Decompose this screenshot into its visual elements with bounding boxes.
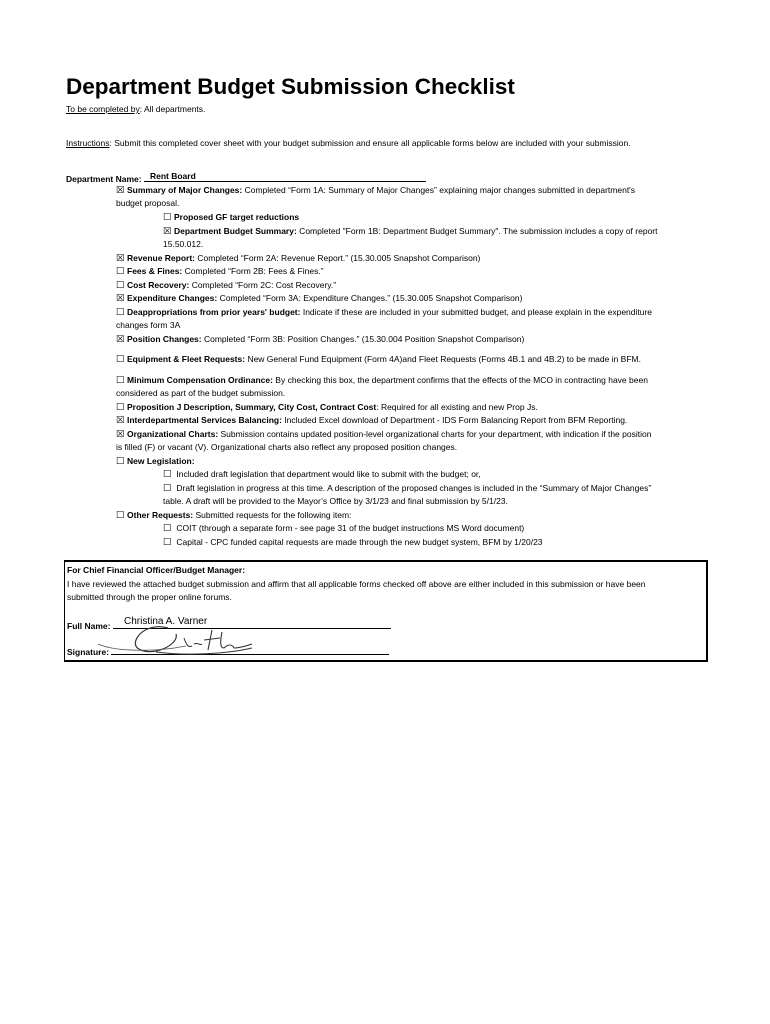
item-text: Draft legislation in progress at this time. A description of the proposed changes is included in the “Summary of Major Changes” [174,483,652,493]
department-name-line [66,172,426,185]
item-text: New General Fund Equipment (Form 4A)and Fleet Requests (Forms 4B.1 and 4B.2) to be made in BFM. [245,354,641,364]
checklist-item-leg-progress [163,483,651,494]
checklist-item-coit [163,523,524,534]
checklist-item-dept-budget-summary [163,226,658,237]
checkbox-checked[interactable]: ☒ [116,253,125,264]
item-label: Other Requests: [127,510,194,520]
item-label: Equipment & Fleet Requests: [127,354,246,364]
checklist-item-revenue [116,253,480,264]
checkbox-checked[interactable]: ☒ [116,293,125,304]
item-text: Submission contains updated position-level organizational charts for your department, with indication if the position [218,429,652,439]
item-label: New Legislation: [127,456,195,466]
checklist-item-gf-target [163,212,299,223]
item-text: Capital - CPC funded capital requests are made through the new budget system, BFM by 1/20/23 [174,537,543,547]
instructions-text: : Submit this completed cover sheet with your budget submission and ensure all applicable forms below are included with your submission. [109,138,631,148]
item-text: COIT (through a separate form - see page 31 of the budget instructions MS Word document) [174,523,525,533]
checklist-item-prop-j [116,402,538,413]
item-text: Completed “Form 2A: Revenue Report.” (15.30.005 Snapshot Comparison) [195,253,481,263]
item-label: Deappropriations from prior years' budget: [127,307,301,317]
item-label: Revenue Report: [127,253,196,263]
checklist-item-mco [116,375,648,386]
item-label: Minimum Compensation Ordinance: [127,375,273,385]
item-text-continued: table. A draft will be provided to the Mayor’s Office by 3/1/23 and final submission by 5/1/23. [163,496,508,506]
checkbox-unchecked[interactable]: ☐ [116,402,125,413]
instructions-label: Instructions [66,138,110,148]
checklist-item-expenditure [116,293,522,304]
item-text: Completed “Form 2B: Fees & Fines.” [182,266,324,276]
checkbox-unchecked[interactable]: ☐ [116,307,125,318]
checkbox-unchecked[interactable]: ☐ [116,354,125,365]
item-label: Cost Recovery: [127,280,190,290]
checkbox-checked[interactable]: ☒ [116,334,125,345]
item-text: Completed "Form 1B: Department Budget Summary". The submission includes a copy of report [296,226,658,236]
checklist-item-position [116,334,524,345]
item-label: Interdepartmental Services Balancing: [127,415,282,425]
cfo-text-line-1: I have reviewed the attached budget submission and affirm that all applicable forms checked off above are either included in this submission or have been [67,579,646,589]
signature-label: Signature: [67,647,110,657]
item-text: By checking this box, the department confirms that the effects of the MCO in contracting have been [272,375,648,385]
checkbox-unchecked[interactable]: ☐ [163,212,172,223]
item-text-continued: is filled (F) or vacant (V). Organizational charts also reflect any proposed position changes. [116,442,458,452]
to-be-completed-text: : All departments. [139,104,206,114]
item-text: Completed “Form 1A: Summary of Major Changes” explaining major changes submitted in department's [242,185,636,195]
instructions-line [66,138,631,149]
checklist-item-org-charts [116,429,651,440]
checkbox-unchecked[interactable]: ☐ [116,456,125,467]
item-text-continued: considered as part of the budget submission. [116,388,286,398]
checkbox-unchecked[interactable]: ☐ [163,469,172,480]
item-text: Included Excel download of Department - IDS Form Balancing Report from BFM Reporting. [281,415,628,425]
department-name-field [144,172,426,182]
to-be-completed-label: To be completed by [66,104,140,114]
cfo-text-line-2: submitted through the proper online forums. [67,592,232,602]
checklist-item-fees [116,266,324,277]
full-name-label: Full Name: [67,621,111,631]
checkbox-unchecked[interactable]: ☐ [116,280,125,291]
checkbox-checked[interactable]: ☒ [116,185,125,196]
item-text-continued: budget proposal. [116,198,180,208]
checkbox-unchecked[interactable]: ☐ [116,266,125,277]
item-label: Expenditure Changes: [127,293,218,303]
item-text: Completed “Form 3A: Expenditure Changes.” (15.30.005 Snapshot Comparison) [217,293,523,303]
checklist-item-equipment [116,354,641,365]
page-title: Department Budget Submission Checklist [66,74,515,99]
item-text: Included draft legislation that department would like to submit with the budget; or, [174,469,481,479]
checkbox-unchecked[interactable]: ☐ [163,537,172,548]
item-text: Indicate if these are included in your submitted budget, and please explain in the expenditure [300,307,653,317]
item-label: Organizational Charts: [127,429,219,439]
checklist-item-new-legislation [116,456,195,467]
to-be-completed-line [66,104,205,115]
full-name-value: Christina A. Varner [124,616,208,627]
checklist-item-leg-draft [163,469,481,480]
checkbox-checked[interactable]: ☒ [163,226,172,237]
item-text: Completed “Form 2C: Cost Recovery.” [189,280,337,290]
item-label: Position Changes: [127,334,202,344]
checkbox-unchecked[interactable]: ☐ [116,510,125,521]
item-text: Completed “Form 3B: Position Changes.” (15.30.004 Position Snapshot Comparison) [201,334,525,344]
item-text: Submitted requests for the following item: [193,510,352,520]
item-text: : Required for all existing and new Prop Js. [376,402,538,412]
checklist-item-deappropriations [116,307,652,318]
checkbox-unchecked[interactable]: ☐ [116,375,125,386]
item-label: Proposition J Description, Summary, City Cost, Contract Cost [127,402,377,412]
item-label: Fees & Fines: [127,266,183,276]
checklist-item-capital [163,537,543,548]
checkbox-checked[interactable]: ☒ [116,429,125,440]
checklist-item-other-requests [116,510,351,521]
department-name-value: Rent Board [149,171,196,181]
item-label: Department Budget Summary: [174,226,297,236]
item-label: Summary of Major Changes: [127,185,243,195]
cfo-heading: For Chief Financial Officer/Budget Manager: [67,565,246,575]
handwritten-signature [96,622,256,658]
checklist-item-cost-recovery [116,280,336,291]
checklist-item-interdepartmental [116,415,627,426]
item-label: Proposed GF target reductions [174,212,300,222]
checklist-item-summary-major [116,185,635,196]
checkbox-unchecked[interactable]: ☐ [163,523,172,534]
item-text-continued: changes form 3A [116,320,181,330]
item-text-continued: 15.50.012. [163,239,204,249]
checkbox-unchecked[interactable]: ☐ [163,483,172,494]
checkbox-checked[interactable]: ☒ [116,415,125,426]
department-name-label: Department Name: [66,174,142,184]
